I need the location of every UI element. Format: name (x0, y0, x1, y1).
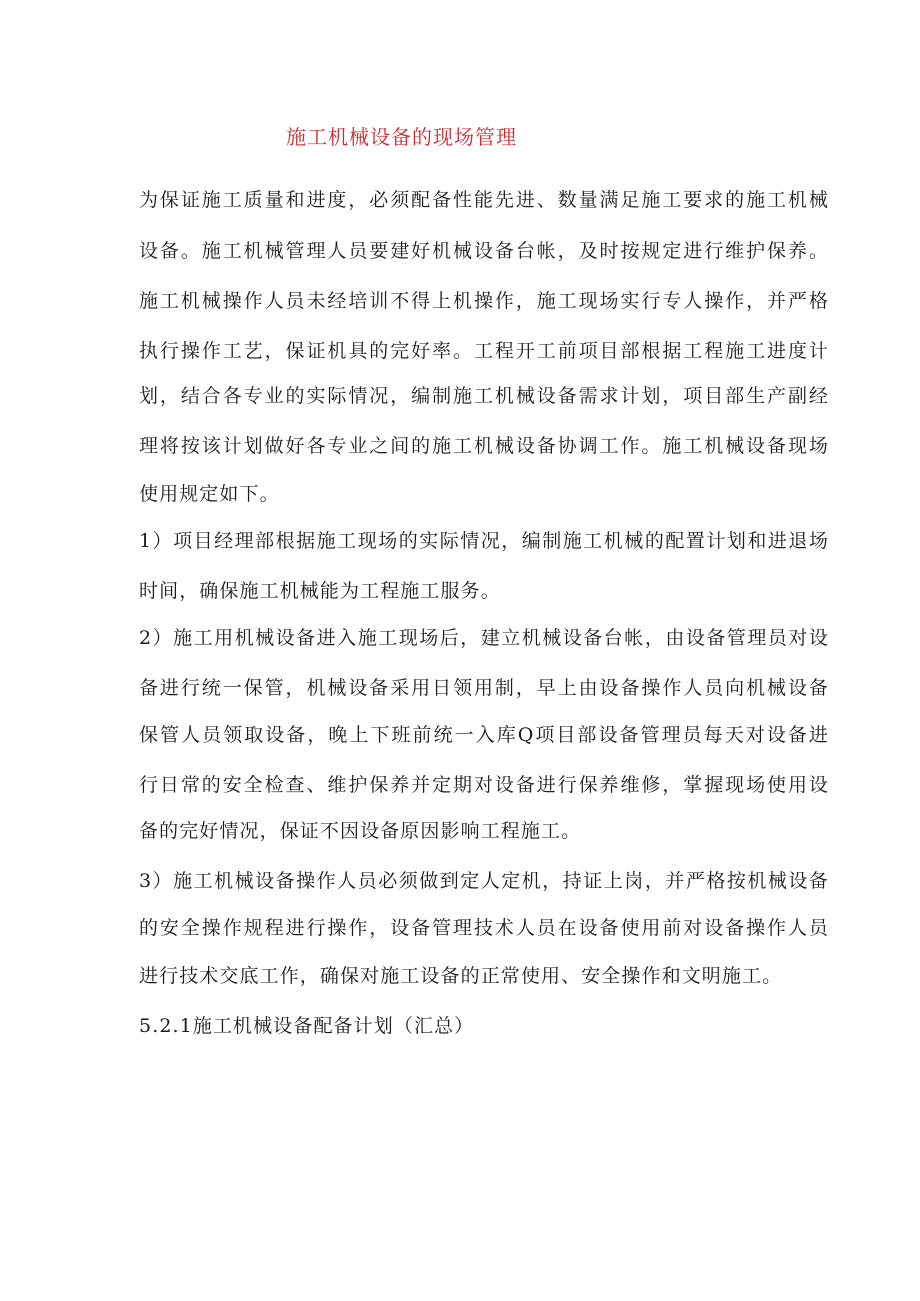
body-line: 施工机械操作人员未经培训不得上机操作，施工现场实行专人操作，并严格 (139, 290, 829, 312)
body-line: 划，结合各专业的实际情况，编制施工机械设备需求计划，项目部生产副经 (139, 385, 829, 407)
body-line: 使用规定如下。 (139, 483, 280, 505)
list-item-2-line: 备进行统一保管，机械设备采用日领用制，早上由设备操作人员向机械设备 (139, 677, 829, 699)
list-item-3-line: 的安全操作规程进行操作，设备管理技术人员在设备使用前对设备操作人员 (139, 917, 829, 939)
list-item-1-line: 时间，确保施工机械能为工程施工服务。 (139, 580, 501, 602)
section-heading: 5.2.1施工机械设备配备计划（汇总） (139, 1015, 475, 1037)
list-item-3-line: 3）施工机械设备操作人员必须做到定人定机，持证上岗，并严格按机械设备 (139, 870, 829, 892)
body-line: 为保证施工质量和进度，必须配备性能先进、数量满足施工要求的施工机械 (139, 189, 829, 211)
document-title: 施工机械设备的现场管理 (286, 125, 517, 149)
list-item-2-line: 2）施工用机械设备进入施工现场后，建立机械设备台帐，由设备管理员对设 (139, 627, 829, 649)
list-item-2-line: 备的完好情况，保证不因设备原因影响工程施工。 (139, 820, 582, 842)
list-item-2-line: 保管人员领取设备，晚上下班前统一入库Q项目部设备管理员每天对设备进 (139, 724, 829, 746)
list-item-1-line: 1）项目经理部根据施工现场的实际情况，编制施工机械的配置计划和进退场 (139, 530, 829, 552)
list-item-3-line: 进行技术交底工作，确保对施工设备的正常使用、安全操作和文明施工。 (139, 965, 783, 987)
list-item-2-line: 行日常的安全检查、维护保养并定期对设备进行保养维修，掌握现场使用设 (139, 774, 829, 796)
body-line: 执行操作工艺，保证机具的完好率。工程开工前项目部根据工程施工进度计 (139, 340, 829, 362)
body-line: 理将按该计划做好各专业之间的施工机械设备协调工作。施工机械设备现场 (139, 435, 829, 457)
body-line: 设备。施工机械管理人员要建好机械设备台帐，及时按规定进行维护保养。 (139, 240, 829, 262)
